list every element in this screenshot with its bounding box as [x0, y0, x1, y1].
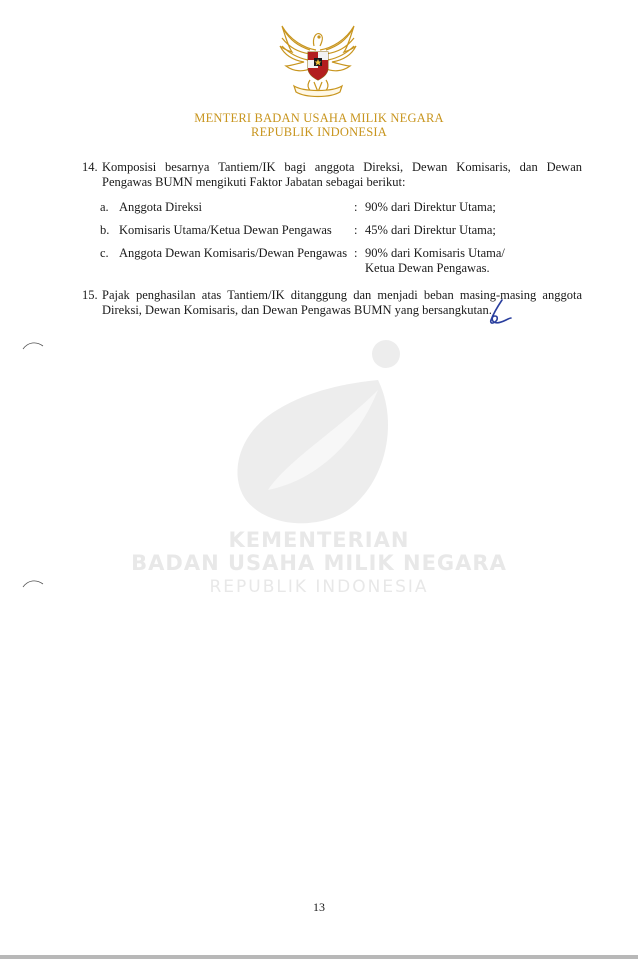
watermark-line-1: KEMENTERIAN — [228, 528, 410, 552]
ministry-title: MENTERI BADAN USAHA MILIK NEGARA — [194, 111, 444, 125]
subitem-a-label: Anggota Direksi — [119, 200, 202, 214]
subitem-c-value: 90% dari Komisaris Utama/ — [365, 246, 505, 260]
item-14-number: 14. — [82, 160, 98, 174]
item-15-number: 15. — [82, 288, 98, 302]
subitem-a-colon: : — [354, 200, 358, 214]
subitem-c-value-line-2: Ketua Dewan Pengawas. — [365, 261, 490, 275]
watermark-line-3: REPUBLIK INDONESIA — [209, 577, 429, 597]
subitem-b-value: 45% dari Direktur Utama; — [365, 223, 496, 237]
garuda-emblem-icon — [276, 20, 360, 102]
item-15-text-line-2: Direksi, Dewan Komisaris, dan Dewan Pengawas BUMN yang bersangkutan. — [102, 303, 492, 317]
handwritten-initial-icon — [486, 298, 512, 326]
republic-subtitle: REPUBLIK INDONESIA — [251, 125, 387, 139]
item-15-text-line-1: Pajak penghasilan atas Tantiem/IK ditanggung dan menjadi beban masing-masing anggota — [102, 288, 582, 302]
subitem-c-label: Anggota Dewan Komisaris/Dewan Pengawas — [119, 246, 348, 260]
subitem-a-value: 90% dari Direktur Utama; — [365, 200, 496, 214]
subitem-b-label: Komisaris Utama/Ketua Dewan Pengawas — [119, 223, 332, 237]
subitem-c-letter: c. — [100, 246, 109, 260]
item-14-text-line-1: Komposisi besarnya Tantiem/IK bagi anggota Direksi, Dewan Komisaris, dan Dewan — [102, 160, 582, 174]
subitem-b-colon: : — [354, 223, 358, 237]
item-14-text-line-2: Pengawas BUMN mengikuti Faktor Jabatan sebagai berikut: — [102, 175, 406, 189]
subitem-c-colon: : — [354, 246, 358, 260]
subitem-a-letter: a. — [100, 200, 109, 214]
punch-hole-mark-icon — [22, 578, 44, 588]
ministry-logo-watermark-icon — [228, 340, 418, 530]
page-number: 13 — [313, 900, 325, 914]
punch-hole-mark-icon — [22, 340, 44, 350]
watermark-line-2: BADAN USAHA MILIK NEGARA — [131, 551, 507, 575]
subitem-b-letter: b. — [100, 223, 110, 237]
scan-bottom-edge — [0, 955, 638, 959]
